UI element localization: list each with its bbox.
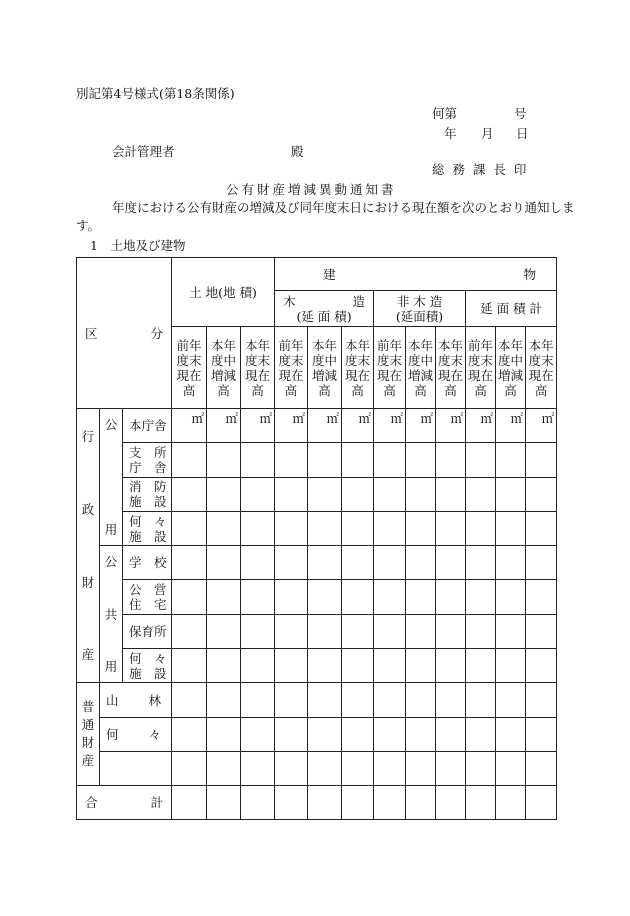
- kokyo-row-3-cell-5[interactable]: [342, 649, 374, 683]
- building-left: 建: [323, 266, 336, 282]
- futsu-row-0-cell-5[interactable]: [342, 683, 374, 717]
- koyo-label: [100, 409, 123, 546]
- gyosei-label-char: 政: [81, 501, 95, 517]
- futsu-row-2-cell-10[interactable]: [496, 751, 526, 785]
- total-right: 計: [150, 795, 164, 811]
- wood-header: [275, 291, 374, 327]
- column-head-1-2: [342, 327, 374, 409]
- column-head-label: 本年 度中 増減 高: [498, 337, 524, 398]
- wood-left: 木: [283, 293, 296, 309]
- kokyo-row-3-cell-9[interactable]: [466, 649, 496, 683]
- form-id: 別記第4号様式(第18条関係): [76, 86, 235, 101]
- koyo-row-2-cell-11[interactable]: [526, 477, 557, 511]
- row-label-kokyo-0-line1: 学 校: [129, 555, 167, 571]
- koyo-row-3-cell-10[interactable]: [496, 511, 526, 545]
- koyo-row-2-cell-3[interactable]: [275, 477, 308, 511]
- total-row-cell-2[interactable]: [241, 786, 275, 820]
- futsu-row-2-cell-5[interactable]: [342, 751, 374, 785]
- column-head-label: 前年 度末 現在 高: [377, 337, 403, 398]
- land-header: [172, 258, 275, 327]
- table-row: [77, 580, 557, 614]
- kokyo-row-0-cell-10[interactable]: [496, 546, 526, 580]
- column-head-label: 本年 度末 現在 高: [245, 337, 271, 398]
- row-label-kokyo-3: [123, 649, 172, 683]
- column-head-0-0: [172, 327, 207, 409]
- kokyo-row-1-cell-4[interactable]: [308, 580, 342, 614]
- kubun-left: 区: [85, 325, 98, 341]
- row-label-koyo-3-line1: 何 々: [129, 513, 167, 529]
- total-row: [77, 786, 557, 820]
- koyo-row-3-cell-8[interactable]: [436, 511, 466, 545]
- kokyo-row-0-cell-11[interactable]: [526, 546, 557, 580]
- body-text-line1: 年度における公有財産の増減及び同年度末日における現在額を次のとおり通知しま: [112, 200, 575, 215]
- gyosei-label-char: 産: [81, 647, 95, 663]
- futsu-row-0-cell-3[interactable]: [275, 683, 308, 717]
- document-title: 公有財産増減異動通知書: [226, 182, 397, 197]
- row-label-kokyo-3-line1: 何 々: [129, 650, 167, 666]
- table-row: [77, 443, 557, 477]
- futsu-row-1-cell-7[interactable]: [406, 717, 436, 751]
- table-row: [77, 683, 557, 717]
- honorific: 殿: [291, 144, 304, 159]
- kokyo-row-2-cell-1[interactable]: [207, 614, 241, 648]
- koyo-row-2-cell-10[interactable]: [496, 477, 526, 511]
- column-head-0-1: [207, 327, 241, 409]
- row-label-koyo-1: [123, 443, 172, 477]
- kokyo-row-1-cell-1[interactable]: [207, 580, 241, 614]
- futsu-row-1-cell-3[interactable]: [275, 717, 308, 751]
- futsu-label-text: 普 通 財 産: [81, 699, 95, 769]
- row-label-koyo-3-line2: 施 設: [129, 528, 167, 544]
- futsu-row-2-cell-2[interactable]: [241, 751, 275, 785]
- section-heading: 1 土地及び建物: [90, 238, 186, 253]
- koyo-row-2-cell-8[interactable]: [436, 477, 466, 511]
- date-month: 月: [481, 126, 494, 141]
- koyo-label-char: 公: [104, 417, 118, 432]
- kubun-right: 分: [150, 325, 164, 341]
- kokyo-row-2-cell-10[interactable]: [496, 614, 526, 648]
- kokyo-row-3-cell-6[interactable]: [374, 649, 406, 683]
- koyo-row-0-cell-1[interactable]: ㎡: [207, 409, 241, 443]
- kokyo-row-3-cell-1[interactable]: [207, 649, 241, 683]
- koyo-row-2-cell-7[interactable]: [406, 477, 436, 511]
- column-head-3-2: [526, 327, 557, 409]
- koyo-row-3-cell-11[interactable]: [526, 511, 557, 545]
- futsu-row-0-cell-11[interactable]: [526, 683, 557, 717]
- koyo-row-3-cell-6[interactable]: [374, 511, 406, 545]
- koyo-row-3-cell-2[interactable]: [241, 511, 275, 545]
- futsu-row-0-cell-7[interactable]: [406, 683, 436, 717]
- kokyo-row-1-cell-3[interactable]: [275, 580, 308, 614]
- gyosei-label: [77, 409, 100, 683]
- koyo-row-3-cell-9[interactable]: [466, 511, 496, 545]
- document-number-prefix: 何第: [432, 106, 458, 121]
- total-area-header: [466, 291, 557, 327]
- koyo-row-1-cell-0[interactable]: [172, 443, 207, 477]
- futsu-row-2-cell-3[interactable]: [275, 751, 308, 785]
- row-label-koyo-1-line2: 庁 舎: [129, 459, 167, 475]
- body-text-line2: す。: [76, 218, 101, 233]
- futsu-label: [77, 683, 100, 786]
- total-row-cell-7[interactable]: [406, 786, 436, 820]
- kokyo-row-0-cell-5[interactable]: [342, 546, 374, 580]
- kokyo-row-1-cell-11[interactable]: [526, 580, 557, 614]
- kokyo-row-2-cell-7[interactable]: [406, 614, 436, 648]
- table-row: [77, 409, 557, 443]
- kokyo-row-2-cell-8[interactable]: [436, 614, 466, 648]
- koyo-label-char: 用: [104, 522, 118, 538]
- gyosei-label-char: 行: [81, 429, 95, 444]
- kokyo-row-1-cell-10[interactable]: [496, 580, 526, 614]
- koyo-row-0-cell-11[interactable]: ㎡: [526, 409, 557, 443]
- row-label-kokyo-3-line2: 施 設: [129, 665, 167, 681]
- koyo-row-3-cell-5[interactable]: [342, 511, 374, 545]
- koyo-row-3-cell-7[interactable]: [406, 511, 436, 545]
- building-right: 物: [523, 266, 537, 282]
- kokyo-row-3-cell-10[interactable]: [496, 649, 526, 683]
- koyo-row-2-cell-5[interactable]: [342, 477, 374, 511]
- column-head-label: 前年 度末 現在 高: [278, 337, 304, 398]
- koyo-row-0-cell-2[interactable]: ㎡: [241, 409, 275, 443]
- total-area-label: 延 面 積 計: [480, 301, 543, 316]
- kokyo-row-3-cell-3[interactable]: [275, 649, 308, 683]
- kokyo-row-0-cell-2[interactable]: [241, 546, 275, 580]
- kokyo-row-0-cell-9[interactable]: [466, 546, 496, 580]
- futsu-row-right: 林: [148, 692, 162, 708]
- koyo-row-0-cell-5[interactable]: ㎡: [342, 409, 374, 443]
- row-label-kokyo-2: [123, 614, 172, 648]
- koyo-row-0-cell-8[interactable]: ㎡: [436, 409, 466, 443]
- koyo-row-1-cell-6[interactable]: [374, 443, 406, 477]
- koyo-row-1-cell-8[interactable]: [436, 443, 466, 477]
- koyo-row-1-cell-7[interactable]: [406, 443, 436, 477]
- kokyo-row-1-cell-6[interactable]: [374, 580, 406, 614]
- koyo-row-1-cell-3[interactable]: [275, 443, 308, 477]
- column-head-1-0: [275, 327, 308, 409]
- futsu-row-1-cell-0[interactable]: [172, 717, 207, 751]
- row-label-kokyo-2-line1: 保育所: [129, 623, 167, 639]
- koyo-row-1-cell-9[interactable]: [466, 443, 496, 477]
- koyo-row-0-cell-9[interactable]: ㎡: [466, 409, 496, 443]
- koyo-row-0-cell-7[interactable]: ㎡: [406, 409, 436, 443]
- column-head-label: 本年 度中 増減 高: [211, 337, 237, 398]
- kokyo-row-0-cell-6[interactable]: [374, 546, 406, 580]
- kokyo-row-3-cell-7[interactable]: [406, 649, 436, 683]
- futsu-row-1-cell-9[interactable]: [466, 717, 496, 751]
- table-row: [77, 546, 557, 580]
- kokyo-row-3-cell-4[interactable]: [308, 649, 342, 683]
- kokyo-row-0-cell-7[interactable]: [406, 546, 436, 580]
- koyo-row-0-cell-0[interactable]: ㎡: [172, 409, 207, 443]
- column-head-label: 本年 度末 現在 高: [345, 337, 371, 398]
- column-head-label: 前年 度末 現在 高: [468, 337, 494, 398]
- futsu-row-0-cell-6[interactable]: [374, 683, 406, 717]
- koyo-row-2-cell-4[interactable]: [308, 477, 342, 511]
- koyo-row-1-cell-2[interactable]: [241, 443, 275, 477]
- total-row-cell-11[interactable]: [526, 786, 557, 820]
- futsu-row-0-cell-10[interactable]: [496, 683, 526, 717]
- futsu-row-2-cell-8[interactable]: [436, 751, 466, 785]
- kokyo-row-3-cell-8[interactable]: [436, 649, 466, 683]
- total-row-cell-0[interactable]: [172, 786, 207, 820]
- futsu-row-2-cell-6[interactable]: [374, 751, 406, 785]
- koyo-row-1-cell-4[interactable]: [308, 443, 342, 477]
- table-row: [77, 511, 557, 545]
- koyo-row-0-cell-10[interactable]: ㎡: [496, 409, 526, 443]
- futsu-row-2-cell-0[interactable]: [172, 751, 207, 785]
- row-label-kokyo-0: [123, 546, 172, 580]
- row-label-koyo-2: [123, 477, 172, 511]
- koyo-row-0-cell-3[interactable]: ㎡: [275, 409, 308, 443]
- nonwood-sub: (延面積): [395, 308, 444, 324]
- kokyo-row-2-cell-4[interactable]: [308, 614, 342, 648]
- column-head-1-1: [308, 327, 342, 409]
- koyo-row-2-cell-0[interactable]: [172, 477, 207, 511]
- kubun-header-cell: [77, 258, 172, 409]
- futsu-row-label-1: [100, 717, 172, 751]
- kokyo-row-3-cell-0[interactable]: [172, 649, 207, 683]
- total-row-cell-6[interactable]: [374, 786, 406, 820]
- table-row: [77, 751, 557, 785]
- kokyo-row-1-cell-5[interactable]: [342, 580, 374, 614]
- column-head-3-1: [496, 327, 526, 409]
- futsu-row-1-cell-2[interactable]: [241, 717, 275, 751]
- wood-sub: (延 面 積): [296, 308, 352, 324]
- koyo-row-1-cell-10[interactable]: [496, 443, 526, 477]
- futsu-row-2-cell-11[interactable]: [526, 751, 557, 785]
- total-label: [77, 786, 172, 820]
- kokyo-row-1-cell-9[interactable]: [466, 580, 496, 614]
- koyo-row-1-cell-5[interactable]: [342, 443, 374, 477]
- futsu-row-1-cell-4[interactable]: [308, 717, 342, 751]
- kokyo-label: [100, 546, 123, 683]
- futsu-row-0-cell-2[interactable]: [241, 683, 275, 717]
- kokyo-row-0-cell-3[interactable]: [275, 546, 308, 580]
- kokyo-row-2-cell-2[interactable]: [241, 614, 275, 648]
- kokyo-row-0-cell-8[interactable]: [436, 546, 466, 580]
- kokyo-label-char: 公: [104, 554, 118, 570]
- kokyo-label-char: 用: [104, 659, 118, 675]
- futsu-row-1-cell-11[interactable]: [526, 717, 557, 751]
- koyo-row-2-cell-9[interactable]: [466, 477, 496, 511]
- row-label-koyo-0-line1: 本庁舎: [129, 418, 167, 434]
- koyo-row-3-cell-1[interactable]: [207, 511, 241, 545]
- gyosei-label-char: 財: [81, 574, 95, 590]
- koyo-row-2-cell-6[interactable]: [374, 477, 406, 511]
- futsu-row-right: 々: [148, 726, 162, 742]
- koyo-row-2-cell-2[interactable]: [241, 477, 275, 511]
- kokyo-row-1-cell-0[interactable]: [172, 580, 207, 614]
- futsu-row-0-cell-1[interactable]: [207, 683, 241, 717]
- kokyo-row-1-cell-8[interactable]: [436, 580, 466, 614]
- futsu-row-0-cell-8[interactable]: [436, 683, 466, 717]
- row-label-koyo-3: [123, 511, 172, 545]
- column-head-label: 本年 度中 増減 高: [408, 337, 434, 398]
- column-head-label: 本年 度中 増減 高: [312, 337, 338, 398]
- kokyo-row-1-cell-2[interactable]: [241, 580, 275, 614]
- kokyo-label-char: 共: [104, 606, 118, 622]
- futsu-row-1-cell-1[interactable]: [207, 717, 241, 751]
- futsu-row-1-cell-8[interactable]: [436, 717, 466, 751]
- kokyo-row-2-cell-0[interactable]: [172, 614, 207, 648]
- column-head-0-2: [241, 327, 275, 409]
- kokyo-row-2-cell-11[interactable]: [526, 614, 557, 648]
- futsu-row-left: 山: [106, 692, 119, 708]
- row-label-kokyo-1: [123, 580, 172, 614]
- futsu-row-label-0: [100, 683, 172, 717]
- nonwood-label: 非 木 造: [396, 293, 443, 309]
- wood-right: 造: [352, 293, 366, 309]
- kokyo-row-0-cell-0[interactable]: [172, 546, 207, 580]
- total-row-cell-5[interactable]: [342, 786, 374, 820]
- futsu-row-2-cell-7[interactable]: [406, 751, 436, 785]
- addressee: 会計管理者: [112, 144, 175, 159]
- futsu-row-0-cell-0[interactable]: [172, 683, 207, 717]
- sender-seal: 総 務 課 長 印: [432, 162, 529, 177]
- total-row-cell-4[interactable]: [308, 786, 342, 820]
- row-label-koyo-2-line2: 施 設: [129, 494, 167, 510]
- row-label-kokyo-1-line1: 公 営: [129, 582, 167, 598]
- kokyo-row-2-cell-9[interactable]: [466, 614, 496, 648]
- column-head-2-0: [374, 327, 406, 409]
- futsu-row-1-cell-10[interactable]: [496, 717, 526, 751]
- kokyo-row-0-cell-1[interactable]: [207, 546, 241, 580]
- total-row-cell-9[interactable]: [466, 786, 496, 820]
- futsu-row-1-cell-5[interactable]: [342, 717, 374, 751]
- table-row: [77, 614, 557, 648]
- land-header-label: 土 地(地 積): [189, 284, 257, 300]
- futsu-row-2-cell-9[interactable]: [466, 751, 496, 785]
- koyo-row-0-cell-4[interactable]: ㎡: [308, 409, 342, 443]
- kokyo-row-1-cell-7[interactable]: [406, 580, 436, 614]
- document-number-suffix: 号: [514, 106, 527, 121]
- row-label-koyo-2-line1: 消 防: [129, 479, 167, 495]
- kokyo-row-2-cell-5[interactable]: [342, 614, 374, 648]
- kokyo-row-3-cell-11[interactable]: [526, 649, 557, 683]
- koyo-row-3-cell-4[interactable]: [308, 511, 342, 545]
- total-row-cell-3[interactable]: [275, 786, 308, 820]
- koyo-row-0-cell-6[interactable]: ㎡: [374, 409, 406, 443]
- futsu-row-0-cell-9[interactable]: [466, 683, 496, 717]
- total-row-cell-1[interactable]: [207, 786, 241, 820]
- table-row: [77, 717, 557, 751]
- column-head-label: 本年 度末 現在 高: [528, 337, 554, 398]
- row-label-kokyo-1-line2: 住 宅: [129, 597, 167, 613]
- column-head-2-2: [436, 327, 466, 409]
- total-left: 合: [85, 795, 98, 811]
- property-table: [76, 257, 557, 820]
- total-row-cell-8[interactable]: [436, 786, 466, 820]
- column-head-3-0: [466, 327, 496, 409]
- table-row: [77, 477, 557, 511]
- futsu-row-0-cell-4[interactable]: [308, 683, 342, 717]
- building-header: [275, 258, 557, 291]
- kokyo-row-0-cell-4[interactable]: [308, 546, 342, 580]
- row-label-koyo-1-line1: 支 所: [129, 444, 167, 460]
- futsu-row-2-cell-1[interactable]: [207, 751, 241, 785]
- column-head-2-1: [406, 327, 436, 409]
- total-row-cell-10[interactable]: [496, 786, 526, 820]
- column-head-label: 前年 度末 現在 高: [176, 337, 202, 398]
- futsu-row-label-2: [100, 751, 172, 785]
- nonwood-header: [374, 291, 466, 327]
- koyo-row-3-cell-0[interactable]: [172, 511, 207, 545]
- table-row: [77, 649, 557, 683]
- futsu-row-left: 何: [106, 726, 119, 742]
- kokyo-row-2-cell-3[interactable]: [275, 614, 308, 648]
- date-day: 日: [516, 126, 529, 141]
- date-year: 年: [444, 126, 457, 141]
- row-label-koyo-0: [123, 409, 172, 443]
- koyo-row-2-cell-1[interactable]: [207, 477, 241, 511]
- kokyo-row-3-cell-2[interactable]: [241, 649, 275, 683]
- futsu-row-1-cell-6[interactable]: [374, 717, 406, 751]
- kokyo-row-2-cell-6[interactable]: [374, 614, 406, 648]
- koyo-row-1-cell-1[interactable]: [207, 443, 241, 477]
- column-head-label: 本年 度末 現在 高: [438, 337, 464, 398]
- futsu-row-2-cell-4[interactable]: [308, 751, 342, 785]
- koyo-row-1-cell-11[interactable]: [526, 443, 557, 477]
- koyo-row-3-cell-3[interactable]: [275, 511, 308, 545]
